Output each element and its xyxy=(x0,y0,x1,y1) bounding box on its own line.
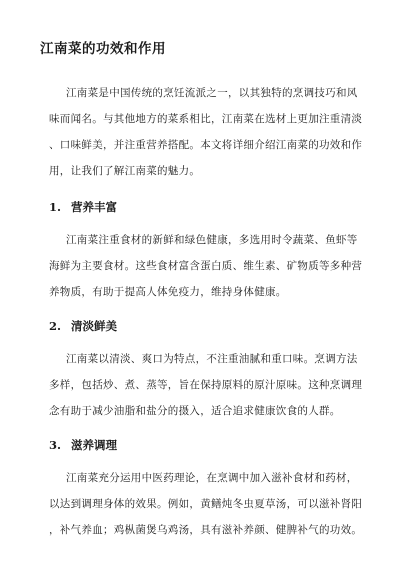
section-line: 江南菜注重食材的新鲜和绿色健康，多选用时令蔬菜、鱼虾等 xyxy=(66,234,358,246)
intro-line: 味而闻名。与其他地方的菜系相比，江南菜在选材上更加注重清淡 xyxy=(49,113,363,125)
section-line: 江南菜以清淡、爽口为特点，不注重油腻和重口味。烹调方法 xyxy=(66,353,358,365)
section-line: 海鲜为主要食材。这些食材富含蛋白质、维生素、矿物质等多种营 xyxy=(49,260,363,272)
intro-line: 、口味鲜美，并注重营养搭配。本文将详细介绍江南菜的功效和作 xyxy=(49,139,363,151)
intro-line: 用，让我们了解江南菜的魅力。 xyxy=(49,165,201,177)
section-number: 2. xyxy=(49,319,62,333)
section-title: 清淡鲜美 xyxy=(71,319,117,333)
section-line: 养物质，有助于提高人体免疫力，维持身体健康。 xyxy=(49,286,287,298)
section-title: 滋养调理 xyxy=(71,438,117,452)
intro-line: 江南菜是中国传统的烹饪流派之一，以其独特的烹调技巧和风 xyxy=(66,87,358,99)
section-line: 多样，包括炒、煮、蒸等，旨在保持原料的原汁原味。这种烹调理 xyxy=(49,379,363,391)
section-number: 1. xyxy=(49,200,62,214)
section-number: 3. xyxy=(49,438,62,452)
section-line: 江南菜充分运用中医药理论，在烹调中加入滋补食材和药材， xyxy=(66,472,358,484)
section-heading xyxy=(49,437,117,453)
section-heading xyxy=(49,199,117,215)
section-title: 营养丰富 xyxy=(71,200,117,214)
section-line: 念有助于减少油脂和盐分的摄入，适合追求健康饮食的人群。 xyxy=(49,405,341,417)
page-title: 江南菜的功效和作用 xyxy=(40,41,166,57)
section-line: ，补气养血；鸡枞菌煲乌鸡汤，具有滋补养颜、健脾补气的功效。 xyxy=(49,524,363,536)
section-heading xyxy=(49,318,117,334)
section-line: 以达到调理身体的效果。例如，黄鳝炖冬虫夏草汤，可以滋补肾阳 xyxy=(49,498,363,510)
